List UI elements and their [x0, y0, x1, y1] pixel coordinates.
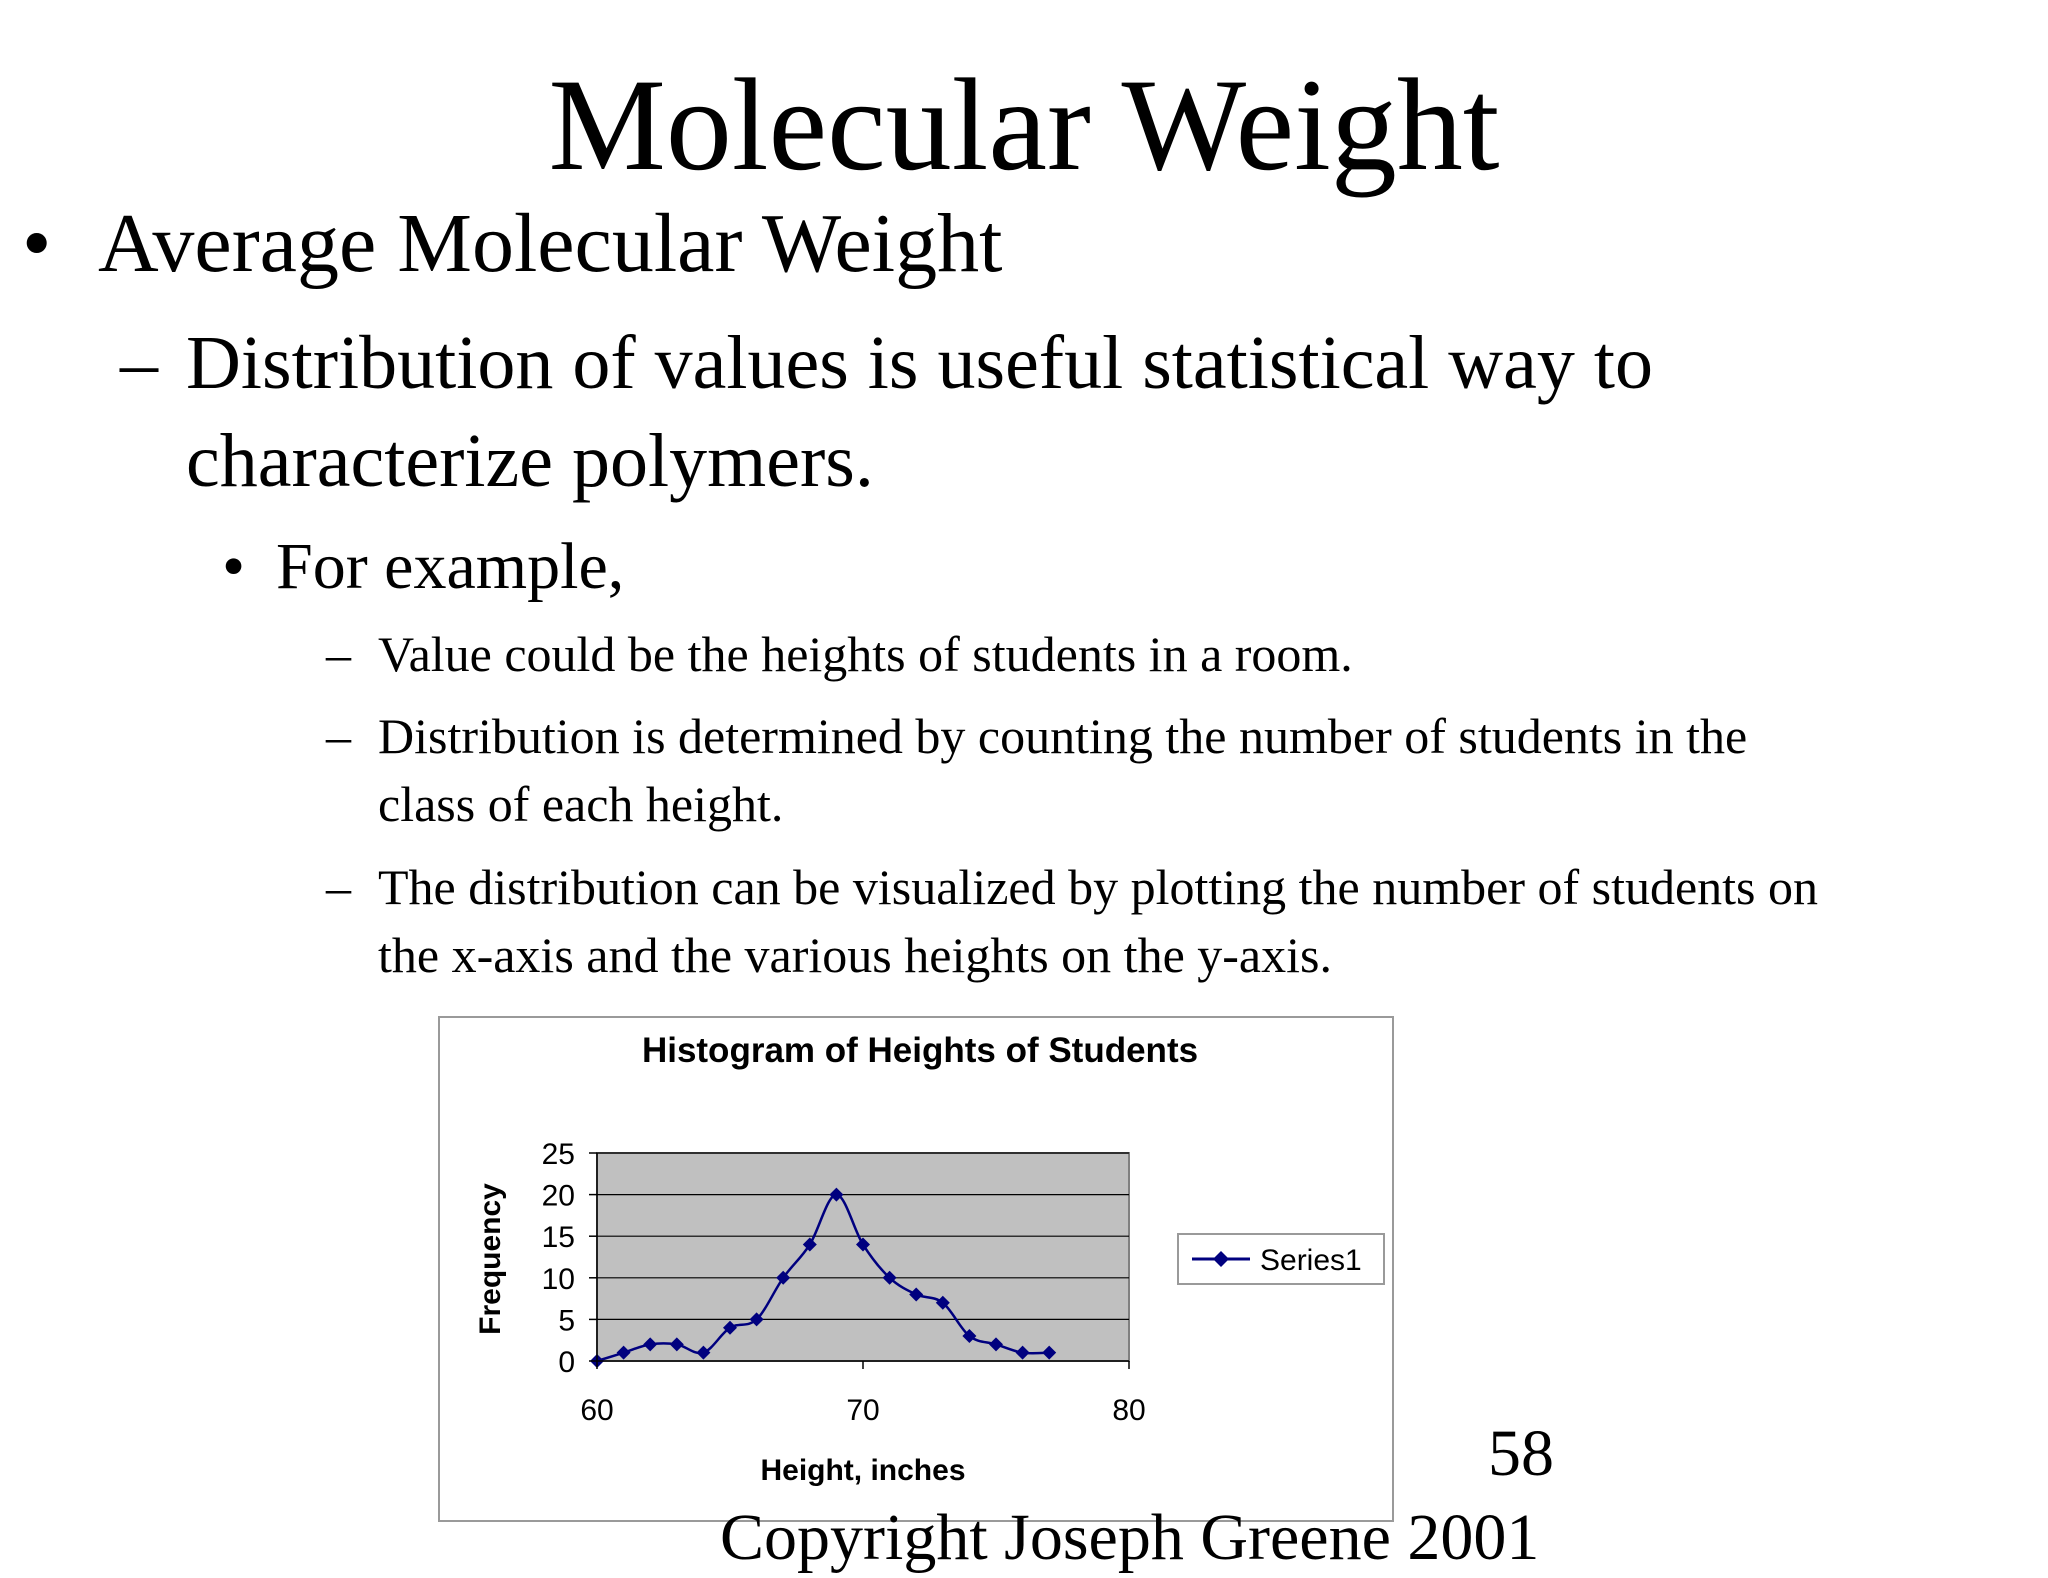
y-axis-label: Frequency: [474, 1183, 507, 1335]
item-visualized-line-1: The distribution can be visualized by plotting the number of students on: [378, 859, 1819, 915]
bullet-for-example: For example,: [276, 530, 625, 603]
histogram-chart: [438, 1016, 1394, 1522]
dash-marker: –: [326, 626, 351, 682]
item-visualized-line-2: the x-axis and the various heights on the y-axis.: [378, 927, 1332, 983]
x-tick-label: 80: [1112, 1394, 1146, 1427]
bullet-average-molecular-weight: Average Molecular Weight: [98, 197, 1003, 290]
dash-marker: –: [120, 321, 158, 405]
page-number: 58: [1488, 1417, 1554, 1490]
y-tick-label: 0: [558, 1346, 575, 1379]
copyright-footer: Copyright Joseph Greene 2001: [720, 1501, 1540, 1574]
x-tick-label: 60: [580, 1394, 614, 1427]
chart-canvas: [440, 1018, 1396, 1524]
dash-marker: –: [326, 859, 351, 915]
sub-bullet-line-2: characterize polymers.: [186, 419, 874, 503]
chart-title: Histogram of Heights of Students: [641, 1031, 1199, 1070]
chart-grid: [597, 1153, 1129, 1361]
y-tick-label: 25: [541, 1138, 575, 1171]
y-tick-label: 20: [541, 1179, 575, 1213]
dash-marker: –: [326, 708, 351, 764]
item-heights-of-students: Value could be the heights of students in a room.: [378, 626, 1353, 682]
plot-area: [597, 1153, 1129, 1361]
bullet-marker: •: [222, 530, 246, 603]
chart-legend: [1178, 1234, 1384, 1284]
item-distribution-line-1: Distribution is determined by counting the number of students in the: [378, 708, 1748, 764]
sub-bullet-line-1: Distribution of values is useful statistical way to: [186, 321, 1654, 405]
bullet-marker: •: [22, 197, 52, 290]
item-distribution-line-2: class of each height.: [378, 776, 784, 832]
slide-title: Molecular Weight: [548, 51, 1500, 198]
legend-series-name: Series1: [1260, 1244, 1362, 1277]
y-tick-label: 5: [558, 1304, 575, 1338]
x-axis-label: Height, inches: [760, 1454, 966, 1487]
y-tick-label: 10: [541, 1262, 575, 1296]
y-tick-label: 15: [541, 1221, 575, 1255]
x-tick-label: 70: [846, 1394, 880, 1427]
